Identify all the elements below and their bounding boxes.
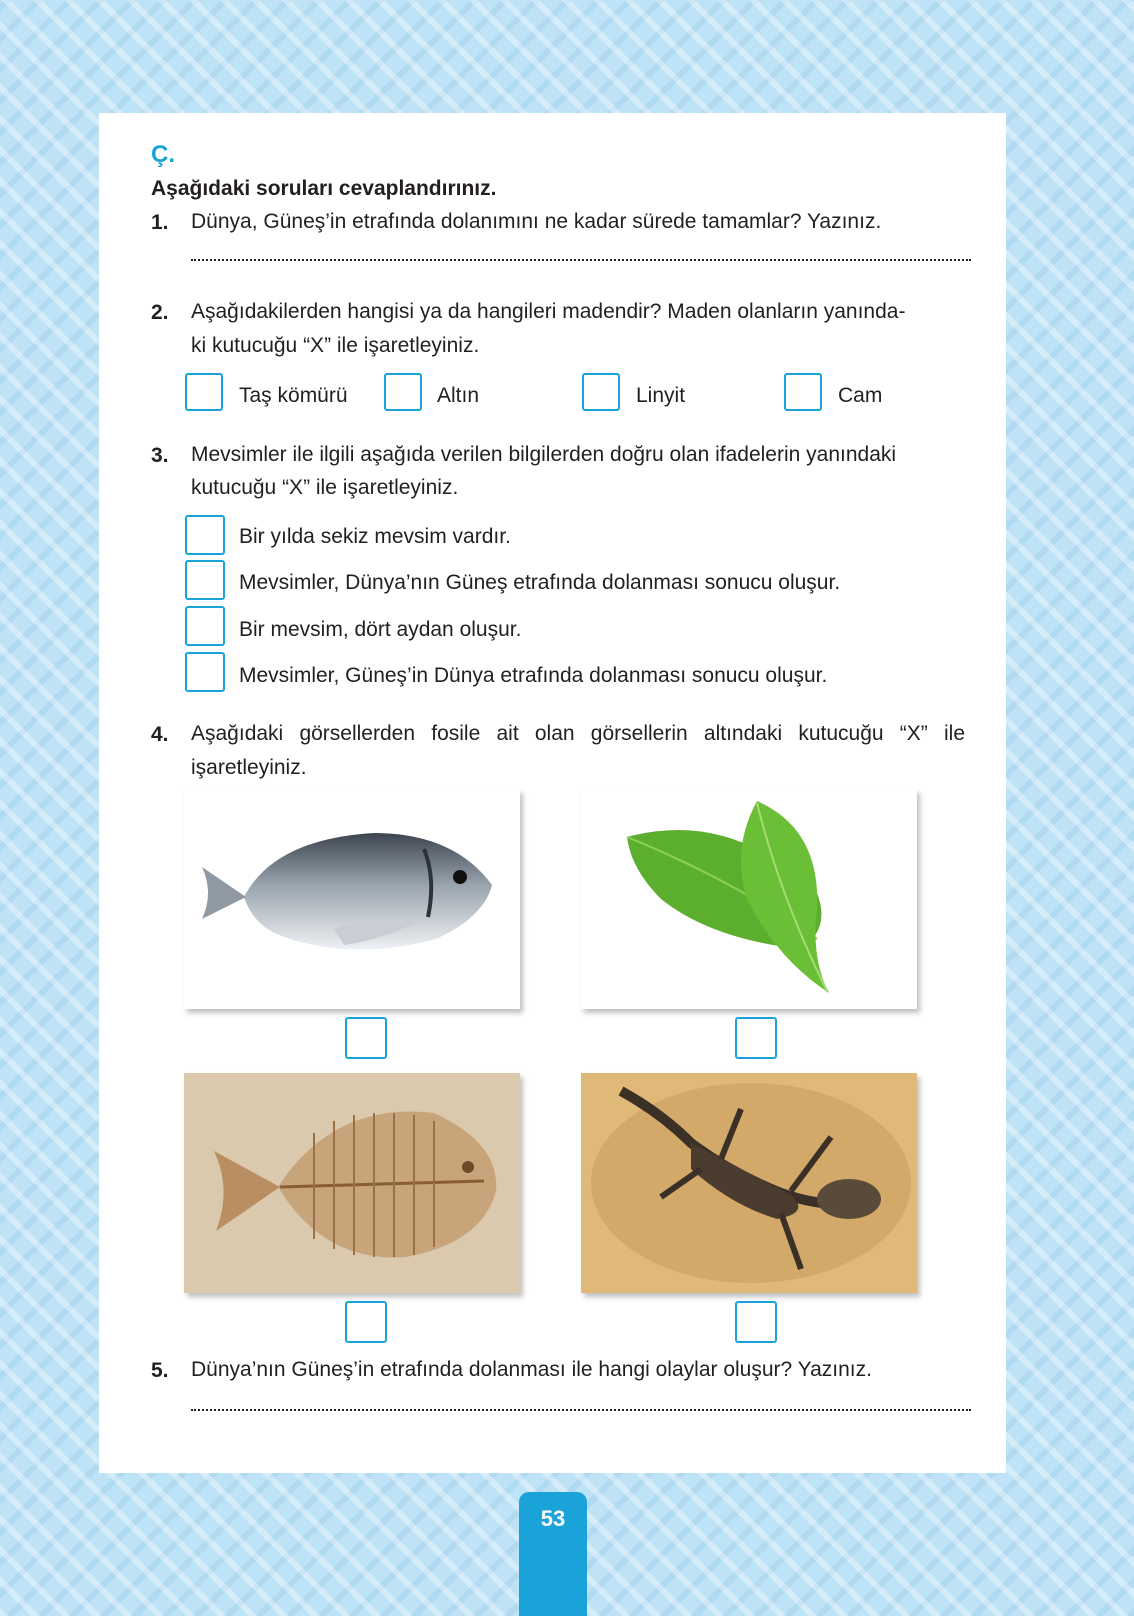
checkbox-statement-2[interactable] — [185, 560, 225, 600]
question-5-number: 5. — [151, 1359, 169, 1382]
section-letter: Ç. — [151, 141, 175, 168]
instruction-heading: Aşağıdaki soruları cevaplandırınız. — [151, 177, 497, 200]
question-1-answer-line[interactable] — [191, 259, 971, 261]
worksheet-page — [99, 113, 1006, 1473]
option-altin: Altın — [437, 384, 480, 407]
checkbox-image-3[interactable] — [345, 1301, 387, 1343]
question-4-number: 4. — [151, 723, 169, 746]
question-3-line-1: Mevsimler ile ilgili aşağıda verilen bilgilerden doğru olan ifadelerin yanındaki — [191, 443, 897, 466]
leaves-photo — [581, 789, 917, 1009]
statement-2: Mevsimler, Dünya’nın Güneş etrafında dolanması sonucu oluşur. — [239, 571, 841, 594]
question-3-number: 3. — [151, 444, 169, 467]
question-4-line-2: işaretleyiniz. — [191, 756, 307, 779]
statement-1: Bir yılda sekiz mevsim vardır. — [239, 525, 511, 548]
checkbox-altin[interactable] — [384, 373, 422, 411]
fish-photo — [184, 789, 520, 1009]
question-5-answer-line[interactable] — [191, 1409, 971, 1411]
statement-4: Mevsimler, Güneş’in Dünya etrafında dolanması sonucu oluşur. — [239, 664, 828, 687]
checkbox-cam[interactable] — [784, 373, 822, 411]
question-5-text: Dünya’nın Güneş’in etrafında dolanması ile hangi olaylar oluşur? Yazınız. — [191, 1358, 872, 1381]
question-1-text: Dünya, Güneş’in etrafında dolanımını ne kadar sürede tamamlar? Yazınız. — [191, 210, 882, 233]
question-3-line-2: kutucuğu “X” ile işaretleyiniz. — [191, 476, 459, 499]
checkbox-linyit[interactable] — [582, 373, 620, 411]
option-cam: Cam — [838, 384, 883, 407]
checkbox-tas-komuru[interactable] — [185, 373, 223, 411]
option-linyit: Linyit — [636, 384, 686, 407]
page-number: 53 — [540, 1506, 566, 1531]
question-2-number: 2. — [151, 301, 169, 324]
question-4-line-1: Aşağıdaki görsellerden fosile ait olan görsellerin altındaki kutucuğu “X” ile — [191, 722, 965, 745]
question-2-line-1: Aşağıdakilerden hangisi ya da hangileri madendir? Maden olanların yanında- — [191, 300, 906, 323]
page-number-tab — [519, 1492, 587, 1616]
reptile-fossil-photo — [581, 1073, 917, 1293]
question-2-line-2: ki kutucuğu “X” ile işaretleyiniz. — [191, 334, 480, 357]
checkbox-statement-1[interactable] — [185, 515, 225, 555]
option-tas-komuru: Taş kömürü — [239, 384, 348, 407]
checkbox-image-4[interactable] — [735, 1301, 777, 1343]
checkbox-statement-3[interactable] — [185, 606, 225, 646]
checkbox-statement-4[interactable] — [185, 652, 225, 692]
statement-3: Bir mevsim, dört aydan oluşur. — [239, 618, 522, 641]
question-1-number: 1. — [151, 211, 169, 234]
checkbox-image-1[interactable] — [345, 1017, 387, 1059]
checkbox-image-2[interactable] — [735, 1017, 777, 1059]
fish-fossil-photo — [184, 1073, 520, 1293]
